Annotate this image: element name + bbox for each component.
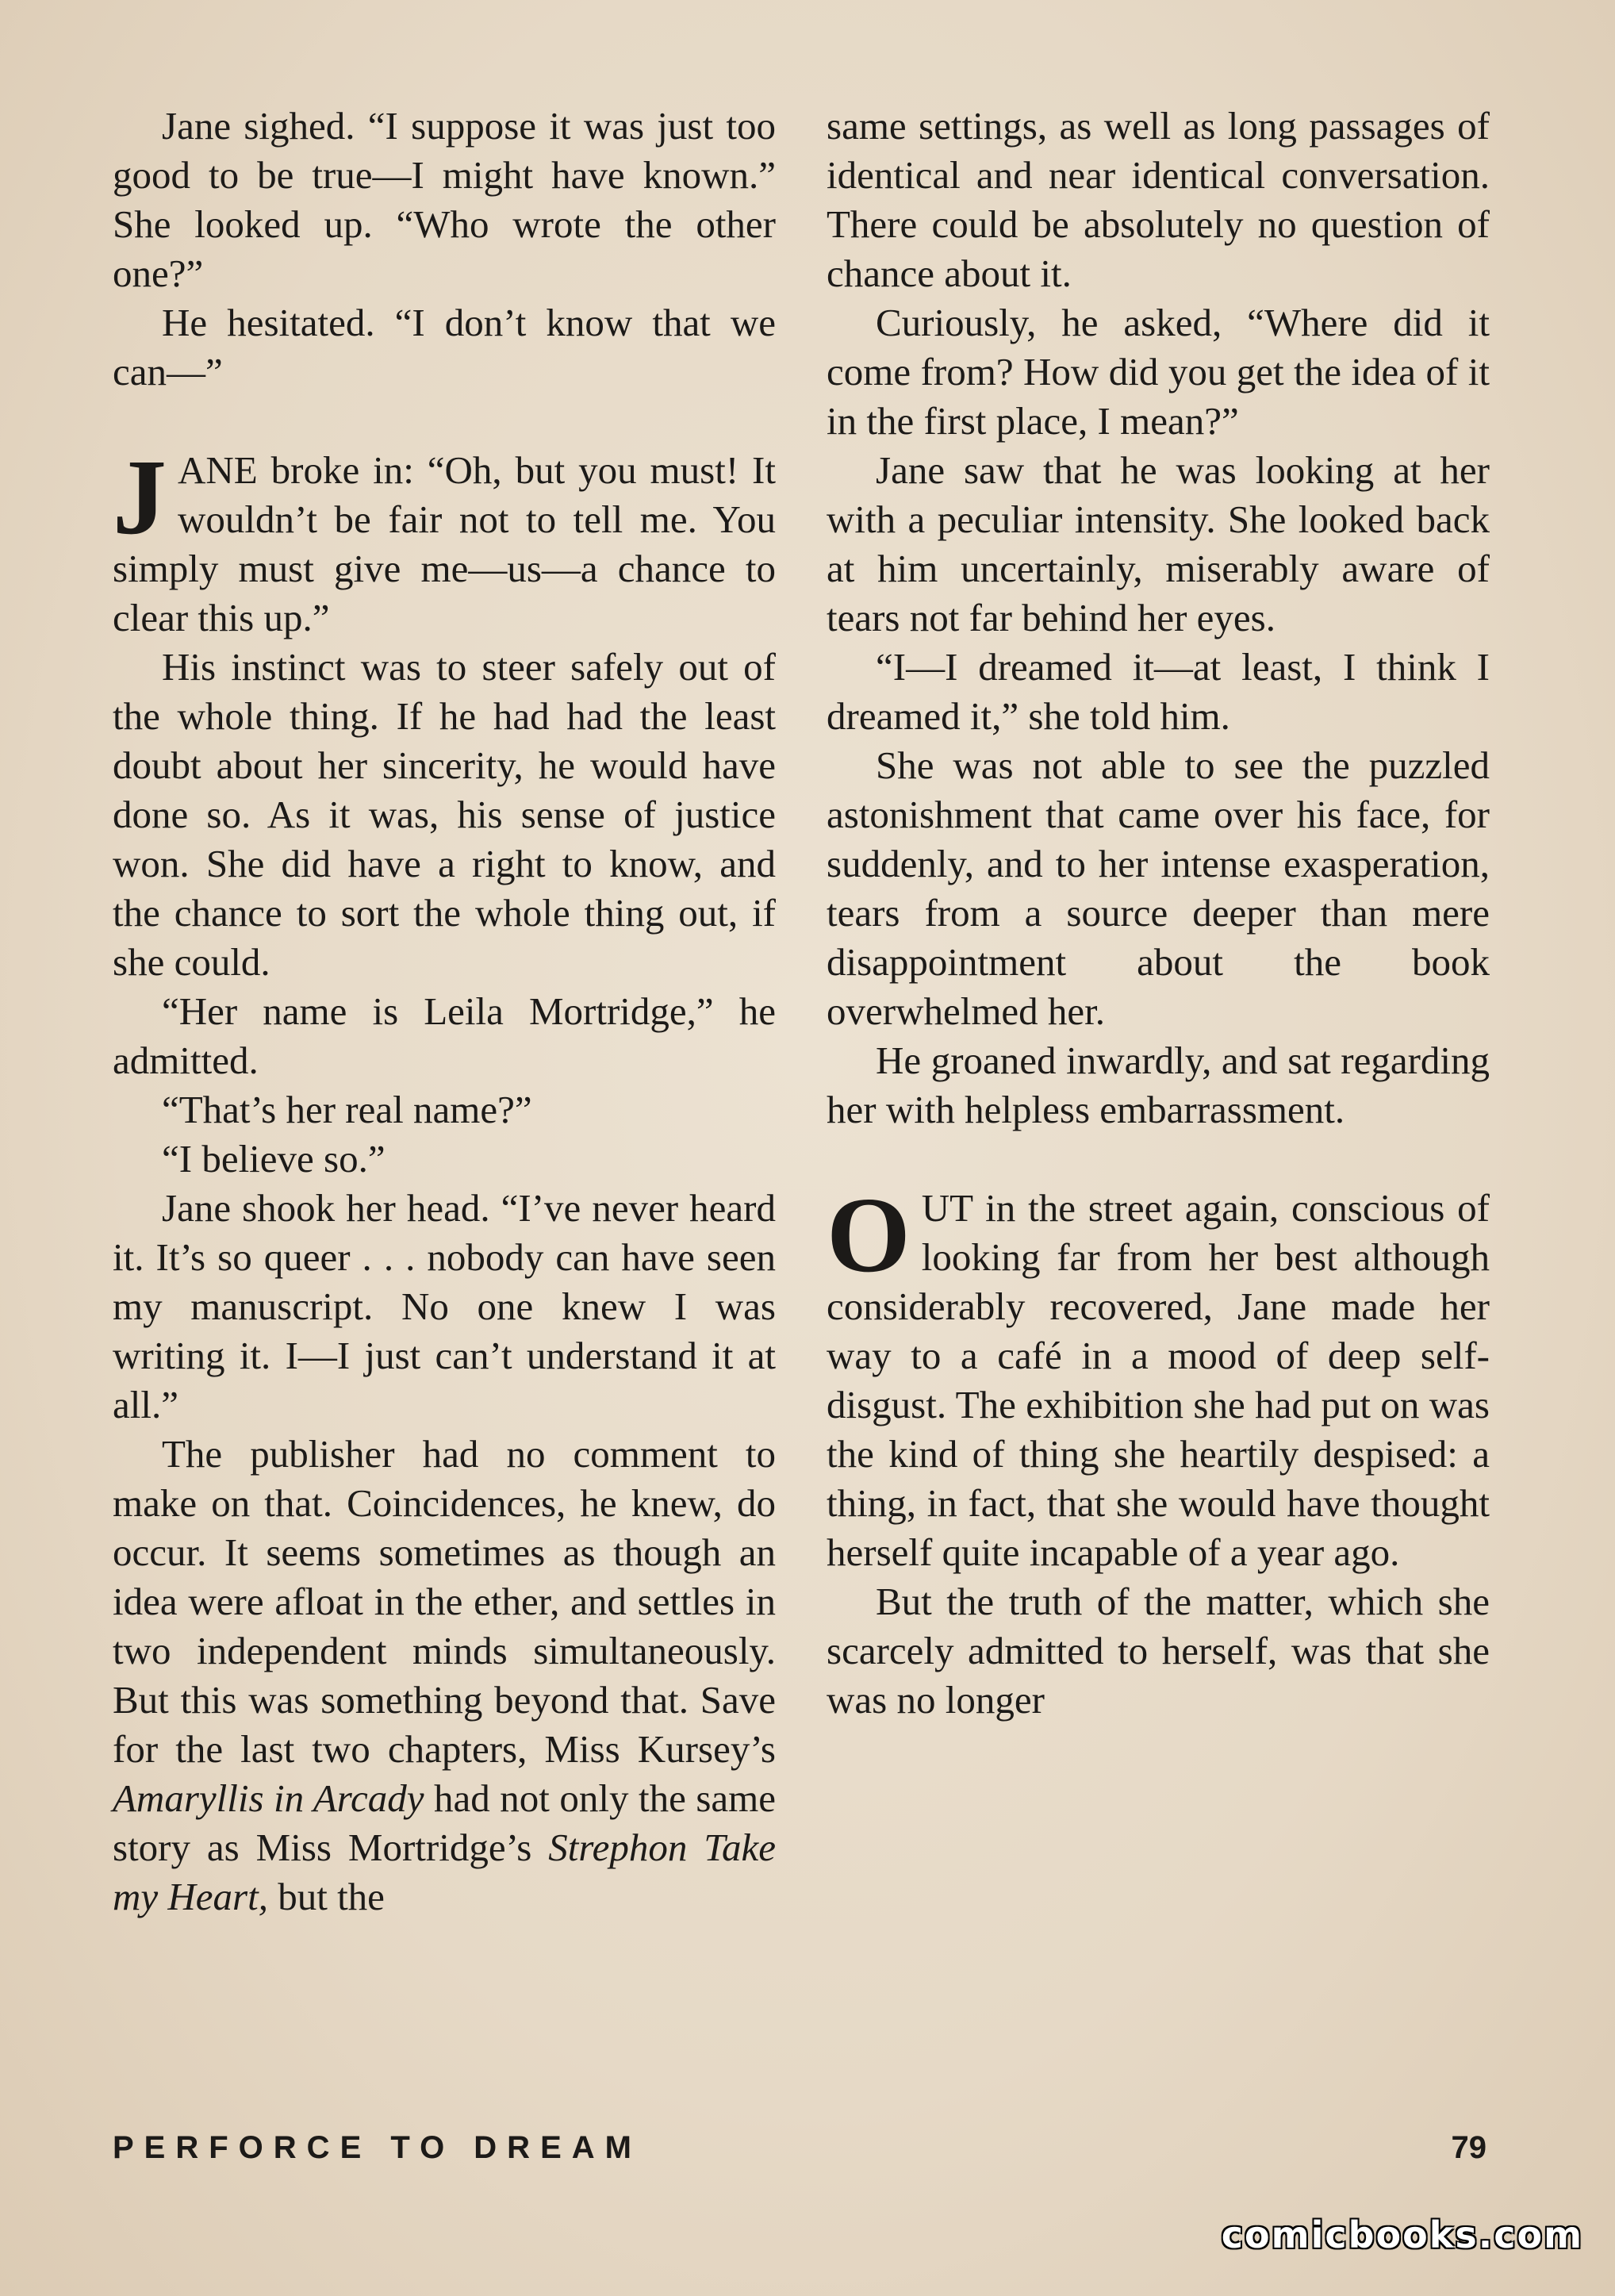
paragraph-text: had not only the same story as Miss Mortridge’s <box>113 1776 776 1869</box>
paragraph: But the truth of the matter, which she scarcely admitted to herself, was that she was no longer <box>827 1580 1490 1722</box>
drop-cap: J <box>113 438 167 557</box>
paragraph-text: in the street again, conscious of looking far from her best although considerably recovered, Jane made her way to a café in a mood of deep self-disgust. The exhibition she had put on was the kind of thing she heartily despised: a thing, in fact, that she would have thought herself quite incapable of a year ago. <box>827 1186 1490 1574</box>
right-column <box>827 102 1490 1725</box>
paragraph: “I—I dreamed it—at least, I think I dreamed it,” she told him. <box>827 645 1490 738</box>
section-opening-paragraph <box>113 438 776 643</box>
paragraph: Jane sighed. “I suppose it was just too good to be true—I might have known.” She looked up. “Who wrote the other one?” <box>113 104 776 295</box>
paragraph <box>113 1430 776 1922</box>
running-title: PERFORCE TO DREAM <box>113 2130 642 2165</box>
paragraph-text: broke in: “Oh, but you must! It wouldn’t be fair not to tell me. You simply must give me—us—a chance to clear this up.” <box>113 448 776 639</box>
paragraph: His instinct was to steer safely out of the whole thing. If he had had the least doubt about her sincerity, he would have done so. As it was, his sense of justice won. She did have a right to know, and the chance to sort the whole thing out, if she could. <box>113 645 776 984</box>
paragraph: “I believe so.” <box>162 1137 386 1181</box>
watermark: comicbooks.com <box>1221 2213 1583 2256</box>
page-number: 79 <box>1451 2130 1486 2165</box>
left-column <box>113 102 776 1922</box>
drop-cap: O <box>827 1176 911 1295</box>
paragraph: same settings, as well as long passages of identical and near identical conversation. There could be absolutely no question of chance about it. <box>827 104 1490 295</box>
paragraph: “That’s her real name?” <box>162 1088 532 1131</box>
paragraph-text: The publisher had no comment to make on that. Coincidences, he knew, do occur. It seems sometimes as though an idea were afloat in the ether, and settles in two independent minds simultaneously. But this was something beyond that. Save for the last two chapters, Miss Kursey’s <box>113 1432 776 1771</box>
book-title: Strephon Take my Heart, <box>113 1826 776 1918</box>
small-caps-text: UT <box>921 1186 973 1230</box>
paragraph: “Her name is Leila Mortridge,” he admitted. <box>113 989 776 1082</box>
paragraph: She was not able to see the puzzled astonishment that came over his face, for suddenly, and to her intense exasperation, tears from a source deeper than mere disappointment about the book overwhelmed her. <box>827 743 1490 1033</box>
book-title: Amaryllis in Arcady <box>113 1776 424 1820</box>
paragraph: Curiously, he asked, “Where did it come from? How did you get the idea of it in the first place, I mean?” <box>827 301 1490 443</box>
section-opening-paragraph <box>827 1176 1490 1577</box>
small-caps-text: ANE <box>178 448 258 492</box>
paragraph: Jane shook her head. “I’ve never heard it. It’s so queer . . . nobody can have seen my manuscript. No one knew I was writing it. I—I just can’t understand it at all.” <box>113 1186 776 1426</box>
paragraph: Jane saw that he was looking at her with a peculiar intensity. She looked back at him uncertainly, miserably aware of tears not far behind her eyes. <box>827 448 1490 639</box>
paragraph: He hesitated. “I don’t know that we can—” <box>113 301 776 394</box>
paragraph-text: but the <box>267 1875 385 1918</box>
paragraph: He groaned inwardly, and sat regarding her with helpless embarrassment. <box>827 1039 1490 1131</box>
